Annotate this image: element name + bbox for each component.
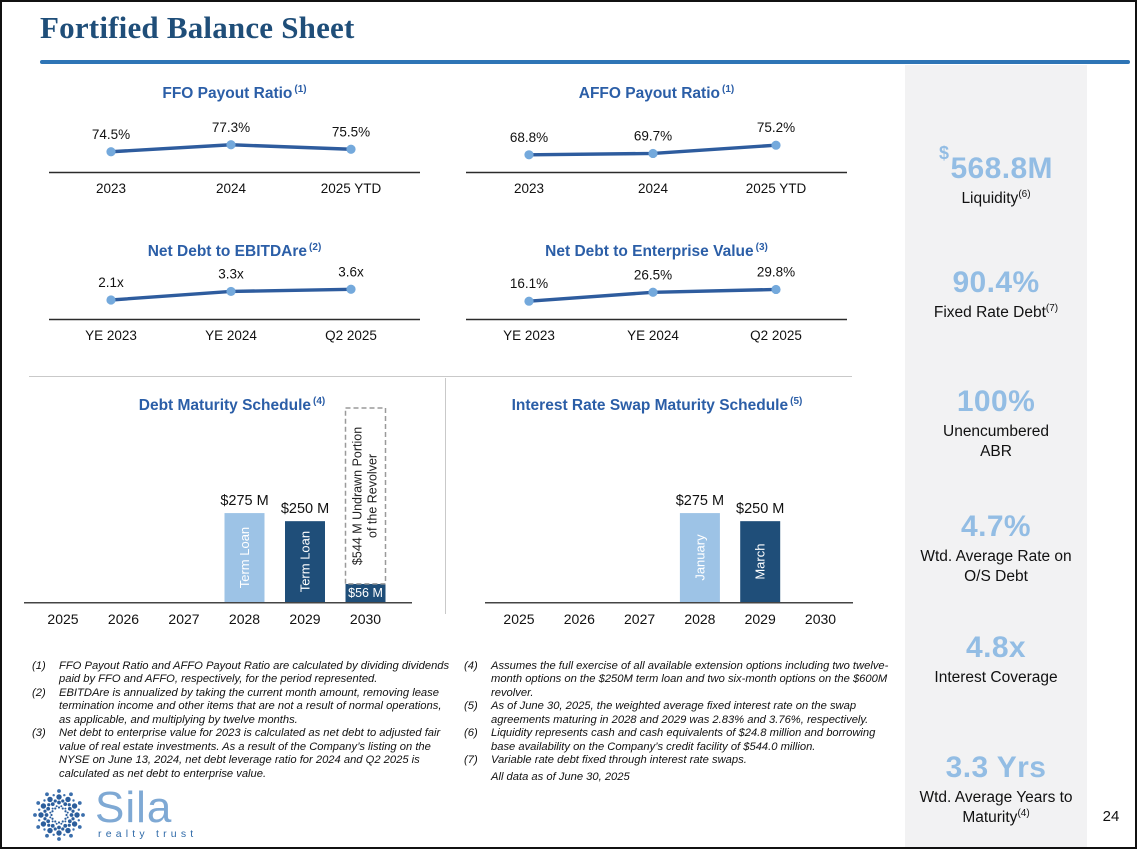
starburst-dot bbox=[56, 823, 58, 825]
stat-years-to-maturity-value: 3.3 Yrs bbox=[945, 751, 1047, 784]
stat-avg-rate-value: 4.7% bbox=[961, 510, 1031, 543]
data-point-marker bbox=[226, 287, 235, 296]
category-label: 2023 bbox=[95, 181, 127, 196]
bar-inner-label: Term Loan bbox=[237, 526, 252, 589]
category-label: 2027 bbox=[168, 611, 200, 627]
data-point-marker bbox=[346, 285, 355, 294]
stat-avg-rate bbox=[905, 510, 1087, 587]
stat-unencumbered-abr-label: Unencumbered ABR bbox=[943, 423, 1049, 460]
data-point-marker bbox=[226, 140, 235, 149]
starburst-dot bbox=[68, 803, 71, 806]
starburst-dot bbox=[47, 824, 50, 827]
starburst-dot bbox=[52, 794, 54, 796]
starburst-dot bbox=[41, 803, 46, 808]
starburst-dot bbox=[50, 814, 52, 816]
footnote-number: (3) bbox=[32, 727, 46, 740]
company-logo bbox=[30, 782, 198, 844]
category-label: 2025 bbox=[47, 611, 79, 627]
starburst-dot bbox=[74, 812, 79, 817]
footnote-closing-note: All data as of June 30, 2025 bbox=[491, 770, 630, 783]
bar-value-label: $275 M bbox=[675, 493, 725, 510]
starburst-dot bbox=[46, 819, 50, 823]
data-point-label: 75.2% bbox=[756, 120, 796, 136]
starburst-dot bbox=[58, 821, 60, 823]
bar-inner-label: January bbox=[692, 534, 708, 581]
footnote-number: (6) bbox=[464, 727, 478, 740]
chart-title-ffo-sup: (1) bbox=[294, 84, 307, 95]
starburst-dot bbox=[45, 813, 49, 817]
starburst-dot bbox=[47, 803, 50, 806]
category-label: YE 2024 bbox=[627, 328, 679, 343]
chart-title-swap-maturity-sup: (5) bbox=[790, 396, 803, 407]
net-debt-ebitdare-chart bbox=[47, 255, 422, 351]
stat-liquidity-label: Liquidity$^{(6)}$ bbox=[961, 189, 1031, 208]
starburst-dot bbox=[64, 818, 66, 820]
starburst-dot bbox=[69, 792, 73, 796]
starburst-dot bbox=[60, 823, 62, 825]
debt-maturity-chart bbox=[22, 400, 442, 632]
affo-payout-chart bbox=[464, 108, 849, 204]
footnote-text: As of June 30, 2025, the weighted average fixed interest rate on the swap agreements maturing in 2028 and 2029 was 2.83% and 3.76%, respectively. bbox=[491, 700, 869, 726]
category-label: 2025 YTD bbox=[320, 181, 382, 196]
starburst-dot bbox=[60, 805, 62, 807]
chart-title-ndev-text: Net Debt to Enterprise Value bbox=[545, 243, 754, 261]
starburst-dot bbox=[63, 794, 65, 796]
starburst-dot bbox=[72, 803, 77, 808]
stat-interest-coverage-label: Interest Coverage bbox=[934, 669, 1058, 686]
category-label: Q2 2025 bbox=[750, 328, 802, 343]
starburst-dot bbox=[65, 797, 70, 802]
category-label: 2029 bbox=[744, 611, 776, 627]
starburst-dot bbox=[47, 797, 52, 802]
stat-interest-coverage bbox=[905, 631, 1087, 688]
ffo-payout-chart bbox=[47, 108, 422, 204]
starburst-dot bbox=[43, 810, 46, 813]
footnote-number: (4) bbox=[464, 660, 478, 672]
starburst-dot bbox=[36, 801, 40, 805]
section-divider-vertical bbox=[445, 378, 446, 614]
stat-years-to-maturity bbox=[905, 751, 1087, 828]
starburst-dot bbox=[38, 812, 43, 817]
starburst-dot bbox=[43, 799, 45, 801]
category-label: 2026 bbox=[563, 611, 595, 627]
category-label: YE 2023 bbox=[85, 328, 137, 343]
footnote-item bbox=[464, 700, 894, 727]
starburst-dot bbox=[68, 824, 71, 827]
stat-fixed-rate-debt-value: 90.4% bbox=[952, 266, 1040, 299]
data-point-label: 2.1x bbox=[98, 275, 124, 290]
category-label: 2026 bbox=[107, 611, 140, 627]
data-point-marker bbox=[106, 295, 115, 304]
starburst-dot bbox=[47, 828, 52, 833]
category-label: 2028 bbox=[684, 611, 716, 627]
starburst-dot bbox=[36, 825, 40, 829]
starburst-dot bbox=[54, 799, 57, 802]
starburst-dot bbox=[81, 813, 85, 817]
starburst-dot bbox=[57, 826, 61, 830]
stat-unencumbered-abr-value: 100% bbox=[956, 385, 1036, 418]
starburst-dot bbox=[64, 820, 66, 822]
data-point-marker bbox=[648, 149, 657, 158]
starburst-dot bbox=[78, 808, 80, 810]
data-point-marker bbox=[771, 285, 780, 294]
starburst-dot bbox=[63, 834, 65, 836]
starburst-dots-icon bbox=[30, 786, 88, 844]
stat-fixed-rate-debt bbox=[905, 266, 1087, 323]
starburst-dot bbox=[72, 799, 74, 801]
starburst-dot bbox=[67, 812, 69, 814]
starburst-dot bbox=[38, 819, 40, 821]
starburst-dot bbox=[67, 816, 69, 818]
data-point-label: 16.1% bbox=[509, 276, 549, 292]
starburst-dot bbox=[56, 805, 58, 807]
starburst-dot bbox=[72, 828, 74, 830]
footnotes-left-column bbox=[32, 660, 452, 781]
starburst-dot bbox=[61, 827, 64, 830]
starburst-dot bbox=[68, 819, 72, 823]
starburst-dot bbox=[45, 834, 49, 838]
data-point-marker bbox=[524, 297, 533, 306]
data-point-marker bbox=[346, 145, 355, 154]
data-point-marker bbox=[648, 288, 657, 297]
starburst-dot bbox=[62, 820, 64, 822]
starburst-dot bbox=[78, 825, 82, 829]
starburst-dot bbox=[33, 813, 37, 817]
bar-value-label: $250 M bbox=[280, 501, 330, 518]
chart-title-affo-text: AFFO Payout Ratio bbox=[578, 85, 720, 103]
starburst-dot bbox=[51, 802, 55, 806]
starburst-dot bbox=[52, 808, 54, 810]
starburst-dot bbox=[68, 807, 72, 811]
footnote-item bbox=[464, 727, 894, 754]
starburst-dot bbox=[72, 821, 77, 826]
category-label: 2029 bbox=[289, 611, 321, 627]
starburst-dot bbox=[63, 802, 67, 806]
starburst-dot bbox=[38, 808, 40, 810]
footnote-item bbox=[32, 660, 452, 687]
footnote-text: FFO Payout Ratio and AFFO Payout Ratio are calculated by dividing dividends paid by FFO and AFFO, respectively, for the period represented. bbox=[59, 660, 450, 686]
data-point-label: 3.3x bbox=[218, 266, 244, 282]
data-point-label: 69.7% bbox=[633, 128, 673, 144]
chart-title-affo bbox=[464, 84, 849, 103]
data-point-label: 74.5% bbox=[91, 126, 131, 142]
starburst-dot bbox=[51, 824, 55, 828]
data-point-label: 29.8% bbox=[756, 264, 796, 280]
starburst-dot bbox=[65, 828, 70, 833]
data-point-label: 3.6x bbox=[338, 264, 364, 280]
stat-avg-rate-label: Wtd. Average Rate on O/S Debt bbox=[920, 548, 1072, 585]
dollar-prefix: $ bbox=[939, 143, 950, 163]
starburst-dot bbox=[57, 789, 61, 793]
section-divider-horizontal bbox=[29, 376, 852, 377]
data-point-marker bbox=[106, 147, 115, 156]
category-label: 2030 bbox=[349, 611, 382, 627]
category-label: YE 2023 bbox=[503, 328, 555, 343]
starburst-dot bbox=[56, 794, 61, 799]
swap-maturity-chart bbox=[457, 400, 857, 632]
data-point-marker bbox=[524, 150, 533, 159]
category-label: Q2 2025 bbox=[325, 328, 377, 343]
starburst-dot bbox=[54, 820, 56, 822]
starburst-dot bbox=[49, 812, 51, 814]
footnotes-right-column bbox=[464, 660, 894, 784]
starburst-dot bbox=[57, 801, 61, 805]
chart-title-ffo bbox=[47, 84, 422, 103]
starburst-dot bbox=[71, 810, 74, 813]
category-label: 2024 bbox=[215, 181, 247, 196]
footnote-item bbox=[32, 687, 452, 727]
stat-interest-coverage-value: 4.8x bbox=[966, 631, 1026, 664]
footnote-number: (1) bbox=[32, 660, 46, 672]
chart-title-debt-maturity-sup: (4) bbox=[313, 396, 326, 407]
category-label: 2025 bbox=[503, 611, 535, 627]
starburst-dot bbox=[65, 814, 67, 816]
footnote-text: Assumes the full exercise of all available extension options including two twelve-month options on the $250M term loan and two six-month options on the $600M revolver. bbox=[491, 660, 889, 699]
bar-inner-label: Term Loan bbox=[297, 530, 313, 593]
starburst-dot bbox=[54, 827, 57, 830]
starburst-dot bbox=[57, 837, 61, 841]
stat-years-to-maturity-label: Wtd. Average Years to Maturity$^{(4)}$ bbox=[919, 789, 1073, 826]
category-label: 2025 YTD bbox=[745, 181, 807, 196]
starburst-dot bbox=[78, 801, 82, 805]
highlights-sidebar bbox=[905, 65, 1087, 847]
bar-value-label: $275 M bbox=[220, 493, 269, 510]
starburst-dot bbox=[52, 834, 54, 836]
logo-name: Sila bbox=[95, 782, 173, 832]
data-point-label: 75.5% bbox=[331, 124, 371, 140]
chart-title-affo-sup: (1) bbox=[722, 84, 735, 95]
footnote-item bbox=[464, 754, 894, 767]
footnote-item bbox=[464, 660, 894, 700]
starburst-dot bbox=[43, 817, 46, 820]
starburst-dot bbox=[51, 818, 53, 820]
starburst-dot bbox=[61, 799, 64, 802]
chart-title-ebitdare-sup: (2) bbox=[309, 242, 322, 253]
starburst-dot bbox=[54, 807, 56, 809]
data-point-marker bbox=[771, 141, 780, 150]
footnote-text: EBITDAre is annualized by taking the current month amount, removing lease termination income and other items that are not a result of normal operations, as applicable, and multiplying by twelve months. bbox=[59, 686, 442, 726]
starburst-dot bbox=[63, 824, 67, 828]
undrawn-revolver-label: $544 M Undrawn Portionof the Revolver bbox=[350, 426, 380, 566]
chart-title-debt-maturity-text: Debt Maturity Schedule bbox=[138, 397, 311, 415]
footnote-number: (7) bbox=[464, 754, 478, 767]
footnote-text: Variable rate debt fixed through interest rate swaps. bbox=[491, 754, 747, 767]
chart-title-ndev-sup: (3) bbox=[755, 242, 768, 253]
net-debt-ev-chart bbox=[464, 255, 849, 351]
data-point-label: 77.3% bbox=[211, 119, 251, 135]
stat-liquidity bbox=[905, 143, 1087, 209]
starburst-dot bbox=[41, 821, 46, 826]
starburst-dot bbox=[45, 792, 49, 796]
chart-title-ebitdare-text: Net Debt to EBITDAre bbox=[147, 243, 308, 261]
ffo_payout-canvas bbox=[47, 108, 422, 204]
starburst-dot bbox=[58, 806, 60, 808]
footnote-item bbox=[32, 727, 452, 781]
logo-tagline: realty trust bbox=[98, 828, 198, 841]
category-label: 2023 bbox=[513, 181, 545, 196]
starburst-dot bbox=[52, 820, 54, 822]
stat-unencumbered-abr bbox=[905, 385, 1087, 462]
logo-text bbox=[95, 782, 198, 841]
category-label: 2027 bbox=[624, 611, 656, 627]
bar-inner-label: March bbox=[752, 543, 768, 580]
starburst-dot bbox=[78, 819, 80, 821]
starburst-dot bbox=[69, 834, 73, 838]
category-label: 2030 bbox=[804, 611, 837, 627]
starburst-dot bbox=[46, 807, 50, 811]
footnote-text: Net debt to enterprise value for 2023 is calculated as net debt to adjusted fair value of real estate investments. As a result of the Company’s listing on the NYSE on June 13, 2024, net debt leverage ratio for 2024 and Q2 2025 is calculated as net debt to enterprise value. bbox=[59, 727, 441, 780]
data-point-label: 26.5% bbox=[633, 267, 673, 283]
category-label: 2024 bbox=[637, 181, 669, 196]
starburst-dot bbox=[49, 816, 51, 818]
page-number: 24 bbox=[1102, 808, 1120, 825]
starburst-dot bbox=[56, 830, 61, 835]
swap_maturity-canvas bbox=[457, 400, 857, 632]
bar-value-label: $250 M bbox=[736, 501, 785, 518]
title-underline bbox=[40, 60, 1130, 64]
footnote-number: (5) bbox=[464, 700, 478, 713]
chart-title-swap-maturity-text: Interest Rate Swap Maturity Schedule bbox=[511, 397, 789, 415]
starburst-dot bbox=[71, 817, 74, 820]
starburst-dot bbox=[64, 810, 66, 812]
footnote-number: (2) bbox=[32, 686, 46, 699]
affo_payout-canvas bbox=[464, 108, 849, 204]
category-label: YE 2024 bbox=[205, 328, 257, 343]
starburst-dot bbox=[51, 810, 53, 812]
chart-title-ffo-text: FFO Payout Ratio bbox=[162, 85, 293, 103]
net_debt_ev-canvas bbox=[464, 255, 849, 351]
footnote-text: Liquidity represents cash and cash equivalents of $24.8 million and borrowing base availability on the Company’s credit facility of $544.0 million. bbox=[491, 727, 876, 753]
starburst-dot bbox=[43, 828, 45, 830]
starburst-dot bbox=[70, 813, 74, 817]
bar-inside-value-label: $56 M bbox=[348, 585, 383, 600]
data-point-label: 68.8% bbox=[509, 129, 549, 145]
page-title: Fortified Balance Sheet bbox=[40, 10, 355, 45]
category-label: 2028 bbox=[228, 611, 261, 627]
net_debt_ebitdare-canvas bbox=[47, 255, 422, 351]
starburst-dot bbox=[64, 808, 66, 810]
starburst-dot bbox=[62, 807, 64, 809]
stat-liquidity-value: $568.8M bbox=[939, 143, 1053, 185]
debt_maturity-canvas bbox=[22, 400, 442, 632]
stat-fixed-rate-debt-label: Fixed Rate Debt$^{(7)}$ bbox=[933, 303, 1059, 322]
